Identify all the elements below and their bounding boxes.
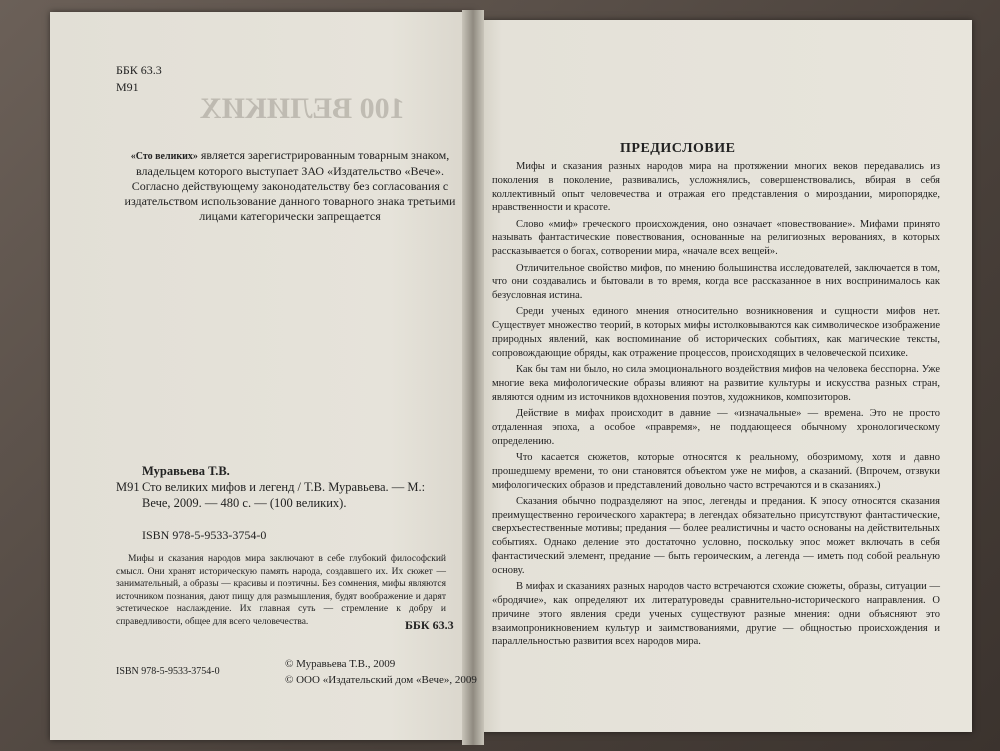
bbk-header bbox=[116, 62, 162, 96]
copyright-block bbox=[285, 656, 477, 688]
preface-title: ПРЕДИСЛОВИЕ bbox=[620, 141, 736, 156]
bleed-through-title: 100 ВЕЛИКИХ bbox=[200, 92, 405, 125]
paragraph: Среди ученых единого мнения относительно возникновения и сущности мифов нет. Существует множество теорий, в которых мифы истолковываются как символическое изображение природных явлений, как воспоминание об исторических событиях, как магические тексты, сопровождающие обряды, как отражение процессов, происходящих в человеческой психике. bbox=[492, 306, 940, 359]
annotation: Мифы и сказания народов мира заключают в себе глубокий философский смысл. Они хранят историческую память народа, создавшего их. Их сюжет — занимательный, а образы — красивы и поэтичны. Без сомнения, мифы являются источником познания, дают пищу для размышления, будят воображение и дарят эстетическое наслаждение. Их главная суть — стремление к добру и справедливости, общее для всего человечества. bbox=[116, 554, 446, 627]
paragraph: Отличительное свойство мифов, по мнению большинства исследователей, заключается в том, что они создавались и бытовали в то время, когда все рассказанное в них воспринималось как безусловная истина. bbox=[492, 262, 940, 302]
preface-text bbox=[492, 160, 940, 652]
brand-name: «Сто великих» bbox=[130, 151, 198, 162]
isbn-record: ISBN 978-5-9533-3754-0 bbox=[142, 528, 267, 542]
copyright-publisher: © ООО «Издательский дом «Вече», 2009 bbox=[285, 674, 477, 686]
m91-code: М91 bbox=[116, 80, 139, 94]
notice-text: является зарегистрированным товарным знаком, владельцем которого выступает ЗАО «Издательство «Вече». Согласно действующему законодательству без согласования с издательством использование данного товарного знака третьими лицами категорически запрещается bbox=[124, 148, 456, 223]
bibliographic-record: Сто великих мифов и легенд / Т.В. Муравьева. — М.: Вече, 2009. — 480 с. — (100 великих). bbox=[142, 480, 426, 510]
paragraph: Сказания обычно подразделяют на эпос, легенды и предания. К эпосу относятся сказания преимущественно героического характера; в легендах обязательно присутствуют фантастические, сверхъестественные мотивы; предания — более реалистичны и часто основаны на действительных событиях. Однако деление это достаточно условно, поскольку эпос может включать в себя фантастический элемент, предание — быть героическим, а легенда — иметь под собой реальную основу. bbox=[492, 495, 940, 576]
paragraph: Действие в мифах происходит в давние — «изначальные» — времена. Это не просто отдаленная эпоха, а особое «правремя», не поддающееся обычному хронологическому определению. bbox=[492, 408, 940, 447]
trademark-notice bbox=[120, 148, 460, 224]
paragraph: Как бы там ни было, но сила эмоционального воздействия мифов на человека бесспорна. Уже многие века мифологические образы влияют на развитие культуры и искусства разных стран, являются одним из источников вдохновения поэтов, художников, композиторов. bbox=[492, 364, 940, 403]
paragraph: Мифы и сказания разных народов мира на протяжении многих веков передавались из поколения в поколение, развивались, усложнялись, совершенствовались, вбирая в себя коллективный опыт человечества и отражая его представления о мироздании, миропорядке, нравственности и красоте. bbox=[492, 161, 940, 214]
paragraph: Слово «миф» греческого происхождения, оно означает «повествование». Мифами принято называть фантастические повествования, основанные на религиозных верованиях, в которых рассказывается о богах, сотворении мира, «начале всех вещей». bbox=[492, 218, 940, 258]
catalog-code: М91 bbox=[116, 480, 140, 494]
book-gutter bbox=[462, 10, 484, 745]
bbk-code: ББК 63.3 bbox=[116, 63, 162, 77]
bbk-bottom: ББК 63.3 bbox=[405, 618, 454, 632]
paragraph: Что касается сюжетов, которые относятся к реальному, обозримому, хотя и давно прошедшему времени, то они становятся объектом уже не мифов, а сказаний. (Впрочем, отзвуки мифологических образов и представлений довольно часто встречаются и в сказаниях.) bbox=[492, 451, 940, 491]
paragraph: В мифах и сказаниях разных народов часто встречаются схожие сюжеты, образы, ситуации — «бродячие», как определяют их литературоведы сравнительно-исторического направления. О причине этого явления среди ученых существуют разные мнения: одни объясняют это взаимопроникновением культур и заимствованиями, другие — общностью происхождения и параллельностью развития всех народов мира. bbox=[492, 581, 940, 648]
isbn-bottom: ISBN 978-5-9533-3754-0 bbox=[116, 666, 220, 677]
catalog-card bbox=[116, 463, 456, 511]
copyright-author: © Муравьева Т.В., 2009 bbox=[285, 658, 396, 670]
author-name: Муравьева Т.В. bbox=[142, 464, 230, 478]
